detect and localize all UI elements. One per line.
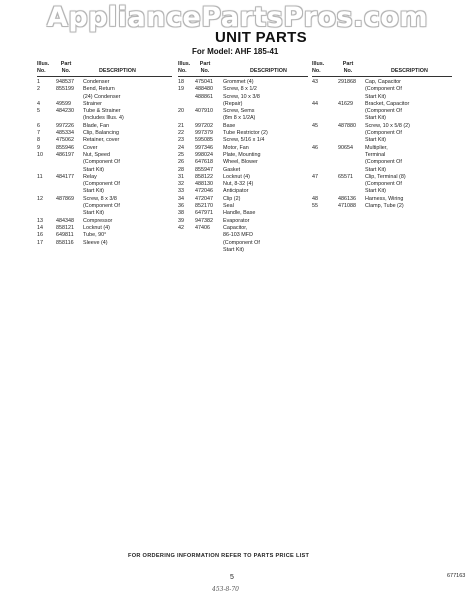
part-description: Screw, 5/16 x 1/4 bbox=[223, 137, 265, 144]
page-title: UNIT PARTS bbox=[215, 29, 307, 46]
part-description: Blade, Fan bbox=[83, 122, 110, 129]
part-row bbox=[37, 174, 172, 196]
header-rule bbox=[37, 76, 172, 77]
part-description: Screw, 10 x 3/8 (Repair) bbox=[223, 93, 260, 107]
part-description: Nut, Speed (Component Of Start Kit) bbox=[83, 151, 120, 173]
part-row bbox=[312, 145, 452, 174]
part-description: Bracket, Capacitor (Component Of Start Kit) bbox=[365, 100, 410, 122]
header-illus-no: Illus. No. bbox=[37, 61, 50, 74]
part-row bbox=[37, 86, 172, 101]
part-description: Retainer, cover bbox=[83, 137, 120, 144]
illus-no: 47 bbox=[312, 173, 318, 180]
parts-column-2 bbox=[178, 61, 308, 254]
model-line: For Model: AHF 185-41 bbox=[192, 47, 279, 56]
part-number: 595085 bbox=[195, 137, 213, 144]
part-row bbox=[37, 101, 172, 108]
illus-no: 31 bbox=[178, 173, 184, 180]
header-part-no: Part No. bbox=[199, 61, 211, 74]
illus-no: 19 bbox=[178, 86, 184, 93]
illus-no: 26 bbox=[178, 159, 184, 166]
illus-no: 44 bbox=[312, 100, 318, 107]
part-number: 855947 bbox=[195, 166, 213, 173]
part-row bbox=[178, 137, 308, 144]
part-number: 858121 bbox=[56, 224, 74, 231]
handwritten-note: 453-8-70 bbox=[212, 586, 239, 593]
document-code: 677163 bbox=[447, 573, 466, 579]
part-number: 858116 bbox=[56, 239, 74, 246]
part-number: 471088 bbox=[338, 203, 356, 210]
header-part-no: Part No. bbox=[342, 61, 354, 74]
illus-no: 4 bbox=[37, 100, 40, 107]
part-number: 948537 bbox=[56, 79, 74, 85]
illus-no: 8 bbox=[37, 137, 40, 144]
part-row bbox=[178, 181, 308, 188]
header-rule bbox=[312, 76, 452, 77]
part-number: 475041 bbox=[195, 79, 213, 85]
illus-no: 16 bbox=[37, 232, 43, 239]
part-number: 855946 bbox=[56, 144, 74, 151]
part-number: 472046 bbox=[195, 188, 213, 195]
part-description: Anticipator bbox=[223, 188, 249, 195]
part-description: Screw, 8 x 3/8 (Component Of Start Kit) bbox=[83, 195, 120, 217]
part-row bbox=[37, 130, 172, 137]
part-row bbox=[37, 240, 172, 247]
part-row bbox=[312, 101, 452, 123]
illus-no: 22 bbox=[178, 130, 184, 137]
illus-no: 14 bbox=[37, 224, 43, 231]
illus-no: 24 bbox=[178, 144, 184, 151]
part-number: 649811 bbox=[56, 232, 74, 239]
part-description: Seal bbox=[223, 203, 234, 210]
illus-no: 1 bbox=[37, 79, 40, 85]
header-description: DESCRIPTION bbox=[99, 68, 136, 74]
part-description: Handle, Base bbox=[223, 210, 256, 217]
part-description: Evaporator bbox=[223, 217, 250, 224]
part-description: Base bbox=[223, 122, 236, 129]
part-number: 484230 bbox=[56, 108, 74, 115]
part-row bbox=[37, 123, 172, 130]
part-row bbox=[312, 174, 452, 196]
part-row bbox=[178, 145, 308, 152]
part-row bbox=[178, 210, 308, 217]
part-description: Screw, 8 x 1/2 bbox=[223, 86, 257, 93]
part-row bbox=[312, 79, 452, 101]
ordering-note: FOR ORDERING INFORMATION REFER TO PARTS PRICE LIST bbox=[128, 553, 310, 559]
part-number: 997379 bbox=[195, 130, 213, 137]
part-number: 407910 bbox=[195, 108, 213, 115]
part-description: Motor, Fan bbox=[223, 144, 249, 151]
part-description: Bend, Return (24) Condenser bbox=[83, 86, 121, 100]
header-description: DESCRIPTION bbox=[250, 68, 287, 74]
illus-no: 12 bbox=[37, 195, 43, 202]
part-number: 997202 bbox=[195, 122, 213, 129]
part-number: 486136 bbox=[338, 195, 356, 202]
part-row bbox=[37, 145, 172, 152]
illus-no: 2 bbox=[37, 86, 40, 93]
part-number: 65571 bbox=[338, 173, 353, 180]
part-number: 855199 bbox=[56, 86, 74, 93]
column-header bbox=[37, 61, 172, 76]
header-part-no: Part No. bbox=[60, 61, 72, 74]
illus-no: 23 bbox=[178, 137, 184, 144]
page-number: 5 bbox=[230, 574, 234, 581]
illus-no: 20 bbox=[178, 108, 184, 115]
part-number: 488130 bbox=[195, 181, 213, 188]
part-description: Cap, Capacitor (Component Of Start Kit) bbox=[365, 79, 402, 100]
illus-no: 38 bbox=[178, 210, 184, 217]
illus-no: 34 bbox=[178, 195, 184, 202]
part-number: 947382 bbox=[195, 217, 213, 224]
part-number: 484177 bbox=[56, 173, 74, 180]
part-description: Nut, 8-32 (4) bbox=[223, 181, 254, 188]
illus-no: 32 bbox=[178, 181, 184, 188]
part-row bbox=[37, 108, 172, 123]
illus-no: 43 bbox=[312, 79, 318, 85]
part-row bbox=[178, 159, 308, 166]
part-number: 487880 bbox=[338, 122, 356, 129]
part-row bbox=[37, 137, 172, 144]
part-row bbox=[178, 196, 308, 203]
part-row bbox=[37, 79, 172, 86]
part-number: 472047 bbox=[195, 195, 213, 202]
illus-no: 36 bbox=[178, 203, 184, 210]
part-row bbox=[178, 174, 308, 181]
illus-no: 17 bbox=[37, 239, 43, 246]
part-number: 997226 bbox=[56, 122, 74, 129]
part-description: Relay (Component Of Start Kit) bbox=[83, 173, 120, 195]
illus-no: 46 bbox=[312, 144, 318, 151]
part-description: Locknut (4) bbox=[83, 224, 110, 231]
header-description: DESCRIPTION bbox=[391, 68, 428, 74]
parts-column-1 bbox=[37, 61, 172, 247]
part-row bbox=[178, 123, 308, 130]
illus-no: 25 bbox=[178, 151, 184, 158]
part-row bbox=[312, 123, 452, 145]
illus-no: 9 bbox=[37, 144, 40, 151]
part-row bbox=[178, 86, 308, 93]
part-number: 475062 bbox=[56, 137, 74, 144]
part-number: 997346 bbox=[195, 144, 213, 151]
part-number: 647618 bbox=[195, 159, 213, 166]
illus-no: 33 bbox=[178, 188, 184, 195]
part-description: Multiplier, Terminal (Component Of Start Kit) bbox=[365, 144, 402, 173]
part-description: Tube & Strainer (Includes Illus. 4) bbox=[83, 108, 124, 122]
illus-no: 10 bbox=[37, 151, 43, 158]
part-number: 487869 bbox=[56, 195, 74, 202]
illus-no: 42 bbox=[178, 224, 184, 231]
part-row bbox=[178, 94, 308, 109]
part-row bbox=[178, 130, 308, 137]
header-illus-no: Illus. No. bbox=[178, 61, 191, 74]
illus-no: 48 bbox=[312, 195, 318, 202]
part-row bbox=[178, 218, 308, 225]
part-description: Tube Restrictor (2) bbox=[223, 130, 268, 137]
part-number: 488861 bbox=[195, 93, 213, 100]
part-row bbox=[312, 196, 452, 203]
part-row bbox=[312, 203, 452, 210]
part-description: Capacitor, 86-103 MFD (Component Of Start Kit) bbox=[223, 224, 260, 253]
part-description: Cover bbox=[83, 144, 98, 151]
part-description: Condenser bbox=[83, 79, 110, 85]
illus-no: 11 bbox=[37, 173, 43, 180]
part-description: Screw, 10 x 5/8 (2) (Component Of Start Kit) bbox=[365, 122, 410, 144]
part-row bbox=[37, 218, 172, 225]
header-illus-no: Illus. No. bbox=[312, 61, 325, 74]
part-description: Compressor bbox=[83, 217, 113, 224]
part-row bbox=[37, 196, 172, 218]
part-row bbox=[178, 108, 308, 123]
column-header bbox=[178, 61, 308, 76]
illus-no: 39 bbox=[178, 217, 184, 224]
part-row bbox=[37, 232, 172, 239]
illus-no: 28 bbox=[178, 166, 184, 173]
part-row bbox=[37, 152, 172, 174]
illus-no: 18 bbox=[178, 79, 184, 85]
part-number: 485334 bbox=[56, 130, 74, 137]
illus-no: 7 bbox=[37, 130, 40, 137]
part-number: 484348 bbox=[56, 217, 74, 224]
watermark: AppliancePartsPros.com bbox=[46, 2, 429, 33]
illus-no: 13 bbox=[37, 217, 43, 224]
part-number: 49599 bbox=[56, 100, 71, 107]
parts-column-3 bbox=[312, 61, 452, 210]
part-description: Gasket bbox=[223, 166, 241, 173]
header-rule bbox=[178, 76, 308, 77]
part-description: Clamp, Tube (2) bbox=[365, 203, 404, 210]
part-description: Grommet (4) bbox=[223, 79, 254, 85]
illus-no: 55 bbox=[312, 203, 318, 210]
illus-no: 21 bbox=[178, 122, 184, 129]
part-row bbox=[178, 79, 308, 86]
part-description: Strainer bbox=[83, 100, 102, 107]
column-header bbox=[312, 61, 452, 76]
part-row bbox=[178, 203, 308, 210]
part-description: Tube, 90° bbox=[83, 232, 107, 239]
part-number: 488480 bbox=[195, 86, 213, 93]
part-description: Screw, Sems (8m 8 x 1/2A) bbox=[223, 108, 256, 122]
part-row bbox=[178, 188, 308, 195]
part-row bbox=[178, 167, 308, 174]
part-number: 852170 bbox=[195, 203, 213, 210]
part-description: Locknut (4) bbox=[223, 173, 250, 180]
part-number: 858122 bbox=[195, 173, 213, 180]
part-description: Clip, Balancing bbox=[83, 130, 119, 137]
part-number: 647971 bbox=[195, 210, 213, 217]
illus-no: 5 bbox=[37, 108, 40, 115]
part-description: Plate, Mounting bbox=[223, 151, 261, 158]
illus-no: 45 bbox=[312, 122, 318, 129]
part-row bbox=[37, 225, 172, 232]
part-number: 291868 bbox=[338, 79, 356, 85]
part-number: 486197 bbox=[56, 151, 74, 158]
part-description: Sleeve (4) bbox=[83, 239, 108, 246]
part-description: Harness, Wiring bbox=[365, 195, 404, 202]
part-row bbox=[178, 152, 308, 159]
part-number: 41629 bbox=[338, 100, 353, 107]
part-number: 998024 bbox=[195, 151, 213, 158]
part-description: Clip (2) bbox=[223, 195, 241, 202]
part-description: Clip, Terminal (8) (Component Of Start Kit) bbox=[365, 173, 406, 195]
part-number: 90654 bbox=[338, 144, 353, 151]
part-row bbox=[178, 225, 308, 254]
illus-no: 6 bbox=[37, 122, 40, 129]
part-description: Wheel, Blower bbox=[223, 159, 258, 166]
part-number: 47406 bbox=[195, 224, 210, 231]
